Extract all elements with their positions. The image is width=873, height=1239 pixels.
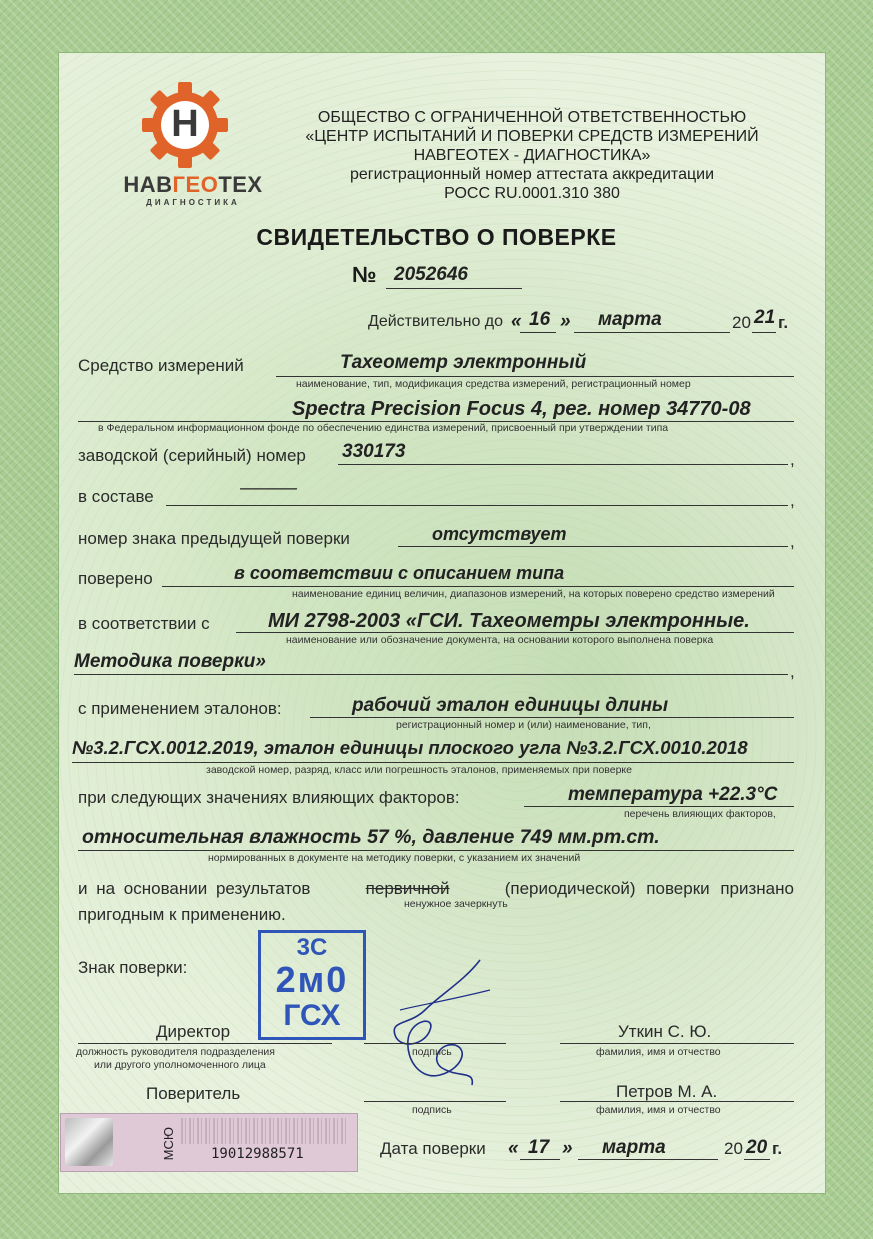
logo-brand-part1: НАВ xyxy=(123,172,173,197)
org-line-3: НАВГЕОТЕХ - ДИАГНОСТИКА» xyxy=(413,147,651,164)
verification-date xyxy=(380,1135,800,1165)
standards-caption-1: регистрационный номер и (или) наименование, тип, xyxy=(396,719,651,731)
org-line-1: ОБЩЕСТВО С ОГРАНИЧЕННОЙ ОТВЕТСТВЕННОСТЬЮ xyxy=(317,109,747,126)
conclusion-caption: ненужное зачеркнуть xyxy=(404,898,508,910)
mark-label: Знак поверки: xyxy=(78,958,188,977)
number-sign: № xyxy=(352,262,377,287)
valid-year-g: г. xyxy=(778,313,789,332)
date-quote-open: « xyxy=(508,1138,519,1159)
director-caption-role-2: или другого уполномоченного лица xyxy=(94,1059,266,1071)
document-title: СВИДЕТЕЛЬСТВО О ПОВЕРКЕ xyxy=(256,224,617,250)
serial-comma: , xyxy=(790,450,795,469)
conclusion-struck: первичной xyxy=(365,879,450,898)
accordance-caption: наименование или обозначение документа, на основании которого выполнена поверка xyxy=(286,634,714,646)
factors-caption-1: перечень влияющих факторов, xyxy=(624,808,776,820)
verifier-role: Поверитель xyxy=(146,1084,241,1103)
valid-year-prefix: 20 xyxy=(732,313,751,332)
standards-value-1: рабочий эталон единицы длины xyxy=(352,695,669,716)
standards-caption-2: заводской номер, разряд, класс или погрешность эталонов, применяемых при поверке xyxy=(206,764,632,776)
accordance-label: в соответствии с xyxy=(78,614,210,633)
verified-caption: наименование единиц величин, диапазонов измерений, на которых поверено средство измерений xyxy=(292,588,775,600)
factors-value-2: относительная влажность 57 %, давление 749 мм.рт.ст. xyxy=(82,826,660,848)
conclusion-part-2: (периодической) поверки признано xyxy=(504,879,794,898)
composition-value: ——— xyxy=(240,478,297,499)
valid-quote-open: « xyxy=(511,311,522,332)
valid-until-label: Действительно до xyxy=(368,313,504,330)
verified-label: поверено xyxy=(78,569,153,588)
org-line-5: РОСС RU.0001.310 380 xyxy=(444,185,620,202)
conclusion-line-1 xyxy=(78,879,794,899)
verification-stamp xyxy=(258,930,366,1040)
logo-brand-part2: ГЕО xyxy=(172,172,219,197)
director-caption-name: фамилия, имя и отчество xyxy=(596,1046,721,1058)
date-label: Дата поверки xyxy=(380,1139,486,1158)
factors-caption-2: нормированных в документе на методику поверки, с указанием их значений xyxy=(208,852,581,864)
instrument-label: Средство измерений xyxy=(78,356,244,375)
factors-value-1: температура +22.3°С xyxy=(568,784,778,805)
stamp-middle: 2м0 xyxy=(275,959,349,1000)
conclusion-part-1: и на основании результатов xyxy=(78,879,311,898)
instrument-caption-1: наименование, тип, модификация средства измерений, регистрационный номер xyxy=(296,378,691,390)
instrument-value-2: Spectra Precision Focus 4, рег. номер 34770-08 xyxy=(292,398,751,420)
date-year-g: г. xyxy=(772,1139,783,1158)
sticker-hologram-icon xyxy=(65,1118,113,1166)
valid-month: марта xyxy=(598,309,662,330)
valid-year-suffix: 21 xyxy=(754,307,776,328)
conclusion-line-2: пригодным к применению. xyxy=(78,905,286,924)
stamp-bottom: ГСХ xyxy=(283,999,341,1032)
director-caption-role-1: должность руководителя подразделения xyxy=(76,1046,275,1058)
date-year-suffix: 20 xyxy=(746,1137,768,1158)
accordance-value-1: МИ 2798-2003 «ГСИ. Тахеометры электронные. xyxy=(268,610,750,632)
signature-drawing xyxy=(370,950,510,1100)
prev-mark-value: отсутствует xyxy=(432,524,567,544)
sticker-org: МСЮ xyxy=(161,1127,176,1161)
logo-brand-part3: ТЕХ xyxy=(218,172,263,197)
verified-value: в соответствии с описанием типа xyxy=(234,563,565,583)
valid-quote-close: » xyxy=(560,311,571,332)
accordance-value-2: Методика поверки» xyxy=(74,651,266,672)
certificate-number xyxy=(352,262,542,292)
date-year-prefix: 20 xyxy=(724,1139,743,1158)
accordance-comma: , xyxy=(790,662,795,681)
standards-value-2: №3.2.ГСХ.0012.2019, эталон единицы плоского угла №3.2.ГСХ.0010.2018 xyxy=(72,737,748,758)
org-line-2: «ЦЕНТР ИСПЫТАНИЙ И ПОВЕРКИ СРЕДСТВ ИЗМЕРЕНИЙ xyxy=(305,128,759,145)
composition-comma: , xyxy=(790,491,795,510)
sticker-code: 19012988571 xyxy=(211,1146,304,1162)
prev-mark-comma: , xyxy=(790,532,795,551)
serial-value: 330173 xyxy=(342,441,406,462)
composition-label: в составе xyxy=(78,487,154,506)
org-line-4: регистрационный номер аттестата аккредитации xyxy=(349,166,715,183)
sticker-barcode xyxy=(181,1118,349,1144)
logo-brand xyxy=(103,172,283,198)
company-logo xyxy=(123,80,263,210)
prev-mark-label: номер знака предыдущей поверки xyxy=(78,529,350,548)
date-month: марта xyxy=(602,1137,666,1158)
standards-label: с применением эталонов: xyxy=(78,699,282,718)
instrument-caption-2: в Федеральном информационном фонде по обеспечению единства измерений, присвоенный при утверждении типа xyxy=(98,422,669,434)
verifier-name: Петров М. А. xyxy=(616,1082,718,1101)
factors-label: при следующих значениях влияющих факторов: xyxy=(78,788,460,807)
stamp-top: 3С xyxy=(296,934,328,961)
date-day: 17 xyxy=(528,1137,550,1158)
director-role: Директор xyxy=(156,1022,231,1041)
instrument-value-1: Тахеометр электронный xyxy=(340,352,587,373)
serial-label: заводской (серийный) номер xyxy=(78,446,306,465)
verifier-caption-sign: подпись xyxy=(412,1104,452,1116)
director-name: Уткин С. Ю. xyxy=(618,1022,712,1041)
logo-letter: Н xyxy=(171,103,199,145)
logo-subtitle: ДИАГНОСТИКА xyxy=(146,198,240,207)
number-value: 2052646 xyxy=(394,264,468,285)
director-caption-sign: подпись xyxy=(412,1046,452,1058)
date-quote-close: » xyxy=(562,1138,573,1159)
valid-until xyxy=(368,309,798,337)
verifier-caption-name: фамилия, имя и отчество xyxy=(596,1104,721,1116)
barcode-sticker xyxy=(60,1113,358,1172)
organization-header xyxy=(282,108,782,203)
valid-day: 16 xyxy=(529,309,551,330)
